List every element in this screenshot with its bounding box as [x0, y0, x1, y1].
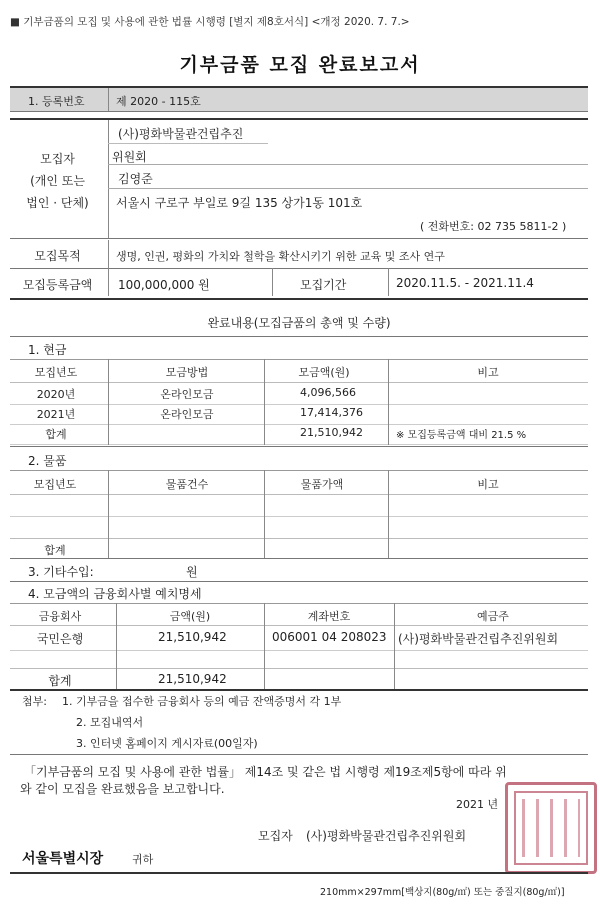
bank-header-holder: 예금주 [477, 610, 509, 623]
bank-row-company: 국민은행 [36, 632, 84, 646]
cash-row-divider [10, 424, 588, 425]
collector-org-line1: (사)평화박물관건립추진 [118, 127, 244, 141]
cash-row-1-amount: 4,096,566 [300, 386, 356, 399]
paper-spec-footer: 210mm×297mm[백상지(80g/㎡) 또는 중질지(80g/㎡)] [320, 887, 565, 898]
collector-address: 서울시 구로구 부일로 9길 135 상가1동 101호 [116, 196, 363, 210]
cash-table-bottom [10, 446, 588, 447]
goods-total-label: 합계 [44, 544, 66, 557]
cash-header-note: 비고 [477, 366, 499, 379]
bank-total-value: 21,510,942 [158, 672, 227, 686]
completion-heading: 완료내용(모집금품의 총액 및 수량) [207, 316, 391, 330]
cash-column-divider [388, 359, 389, 445]
statement-line-1: 「기부금품의 모집 및 사용에 관한 법률」 제14조 및 같은 법 시행령 제19조제5항에 따라 위 [24, 765, 507, 779]
registration-number: 제 2020 - 115호 [116, 95, 201, 108]
cash-row-2-year: 2021년 [36, 408, 76, 421]
collector-phone: ( 전화번호: 02 735 5811-2 ) [420, 220, 567, 233]
goods-header-count: 물품건수 [165, 478, 209, 491]
period-label: 모집기간 [300, 278, 347, 292]
cash-row-divider [10, 404, 588, 405]
bank-header-company: 금융회사 [38, 610, 82, 623]
cash-row-2-method: 온라인모금 [160, 408, 214, 421]
collector-org-line2: 위원회 [112, 150, 147, 164]
bank-total-label: 합계 [48, 674, 72, 688]
cash-row-2-amount: 17,414,376 [300, 406, 363, 419]
period-value: 2020.11.5. - 2021.11.4 [396, 276, 534, 290]
purpose-label: 모집목적 [34, 249, 81, 263]
cash-row-divider [10, 382, 588, 383]
form-reference-note: ■ 기부금품의 모집 및 사용에 관한 법률 시행령 [별지 제8호서식] <개정 2020. 7. 7.> [10, 16, 410, 28]
cash-column-divider [108, 359, 109, 445]
document-title: 기부금품 모집 완료보고서 [179, 54, 421, 76]
bank-row-amount: 21,510,942 [158, 630, 227, 644]
cash-heading: 1. 현금 [28, 343, 67, 357]
report-date: 2021 년 [456, 798, 499, 811]
collector-representative: 김영준 [118, 172, 153, 186]
statement-line-2: 와 같이 모집을 완료했음을 보고합니다. [20, 782, 225, 796]
cash-row-divider [10, 444, 588, 445]
goods-header-year: 모집년도 [33, 478, 77, 491]
cash-column-divider [264, 359, 265, 445]
attachments-label: 첨부: [22, 695, 47, 708]
goods-header-note: 비고 [477, 478, 499, 491]
collector-label-2: (개인 또는 [30, 174, 85, 188]
registered-amount-label: 모집등록금액 [22, 278, 93, 292]
signer-name: (사)평화박물관건립추진위원회 [306, 829, 467, 843]
collector-label-3: 법인 · 단체) [26, 196, 89, 210]
registration-label: 1. 등록번호 [28, 95, 85, 108]
registration-row-bg [10, 88, 588, 111]
attachment-item-2: 2. 모집내역서 [76, 716, 144, 729]
cash-row-3-amount: 21,510,942 [300, 426, 363, 439]
cash-header-amount: 모금액(원) [298, 366, 350, 379]
cash-row-3-note: ※ 모집등록금액 대비 21.5 % [396, 430, 527, 441]
collector-label-1: 모집자 [40, 152, 75, 166]
other-income-heading: 3. 기타수입: [28, 565, 94, 579]
official-seal-stamp [505, 782, 597, 874]
attachment-item-3: 3. 인터넷 홈페이지 게시자료(00일자) [76, 737, 258, 750]
other-income-unit: 원 [186, 565, 198, 579]
bank-heading: 4. 모금액의 금융회사별 예치명세 [28, 587, 202, 601]
purpose-value: 생명, 인권, 평화의 가치와 철학을 확산시키기 위한 교육 및 조사 연구 [116, 250, 445, 263]
goods-header-value: 물품가액 [300, 478, 344, 491]
cash-header-method: 모금방법 [165, 366, 209, 379]
signer-label: 모집자 [258, 829, 293, 843]
attachment-item-1: 1. 기부금을 접수한 금융회사 등의 예금 잔액증명서 각 1부 [62, 695, 342, 708]
registered-amount-value: 100,000,000 원 [118, 278, 210, 292]
cash-header-year: 모집년도 [34, 366, 78, 379]
bank-row-holder: (사)평화박물관건립추진위원회 [398, 632, 559, 646]
cash-row-1-year: 2020년 [36, 388, 76, 401]
bank-header-amount: 금액(원) [169, 610, 211, 623]
cash-row-1-method: 온라인모금 [160, 388, 214, 401]
addressee: 서울특별시장 [22, 851, 104, 867]
bank-header-account: 계좌번호 [307, 610, 351, 623]
bank-row-account: 006001 04 208023 [272, 630, 387, 644]
goods-heading: 2. 물품 [28, 454, 67, 468]
cash-row-3-year: 합계 [45, 428, 67, 441]
addressee-suffix: 귀하 [132, 853, 154, 866]
